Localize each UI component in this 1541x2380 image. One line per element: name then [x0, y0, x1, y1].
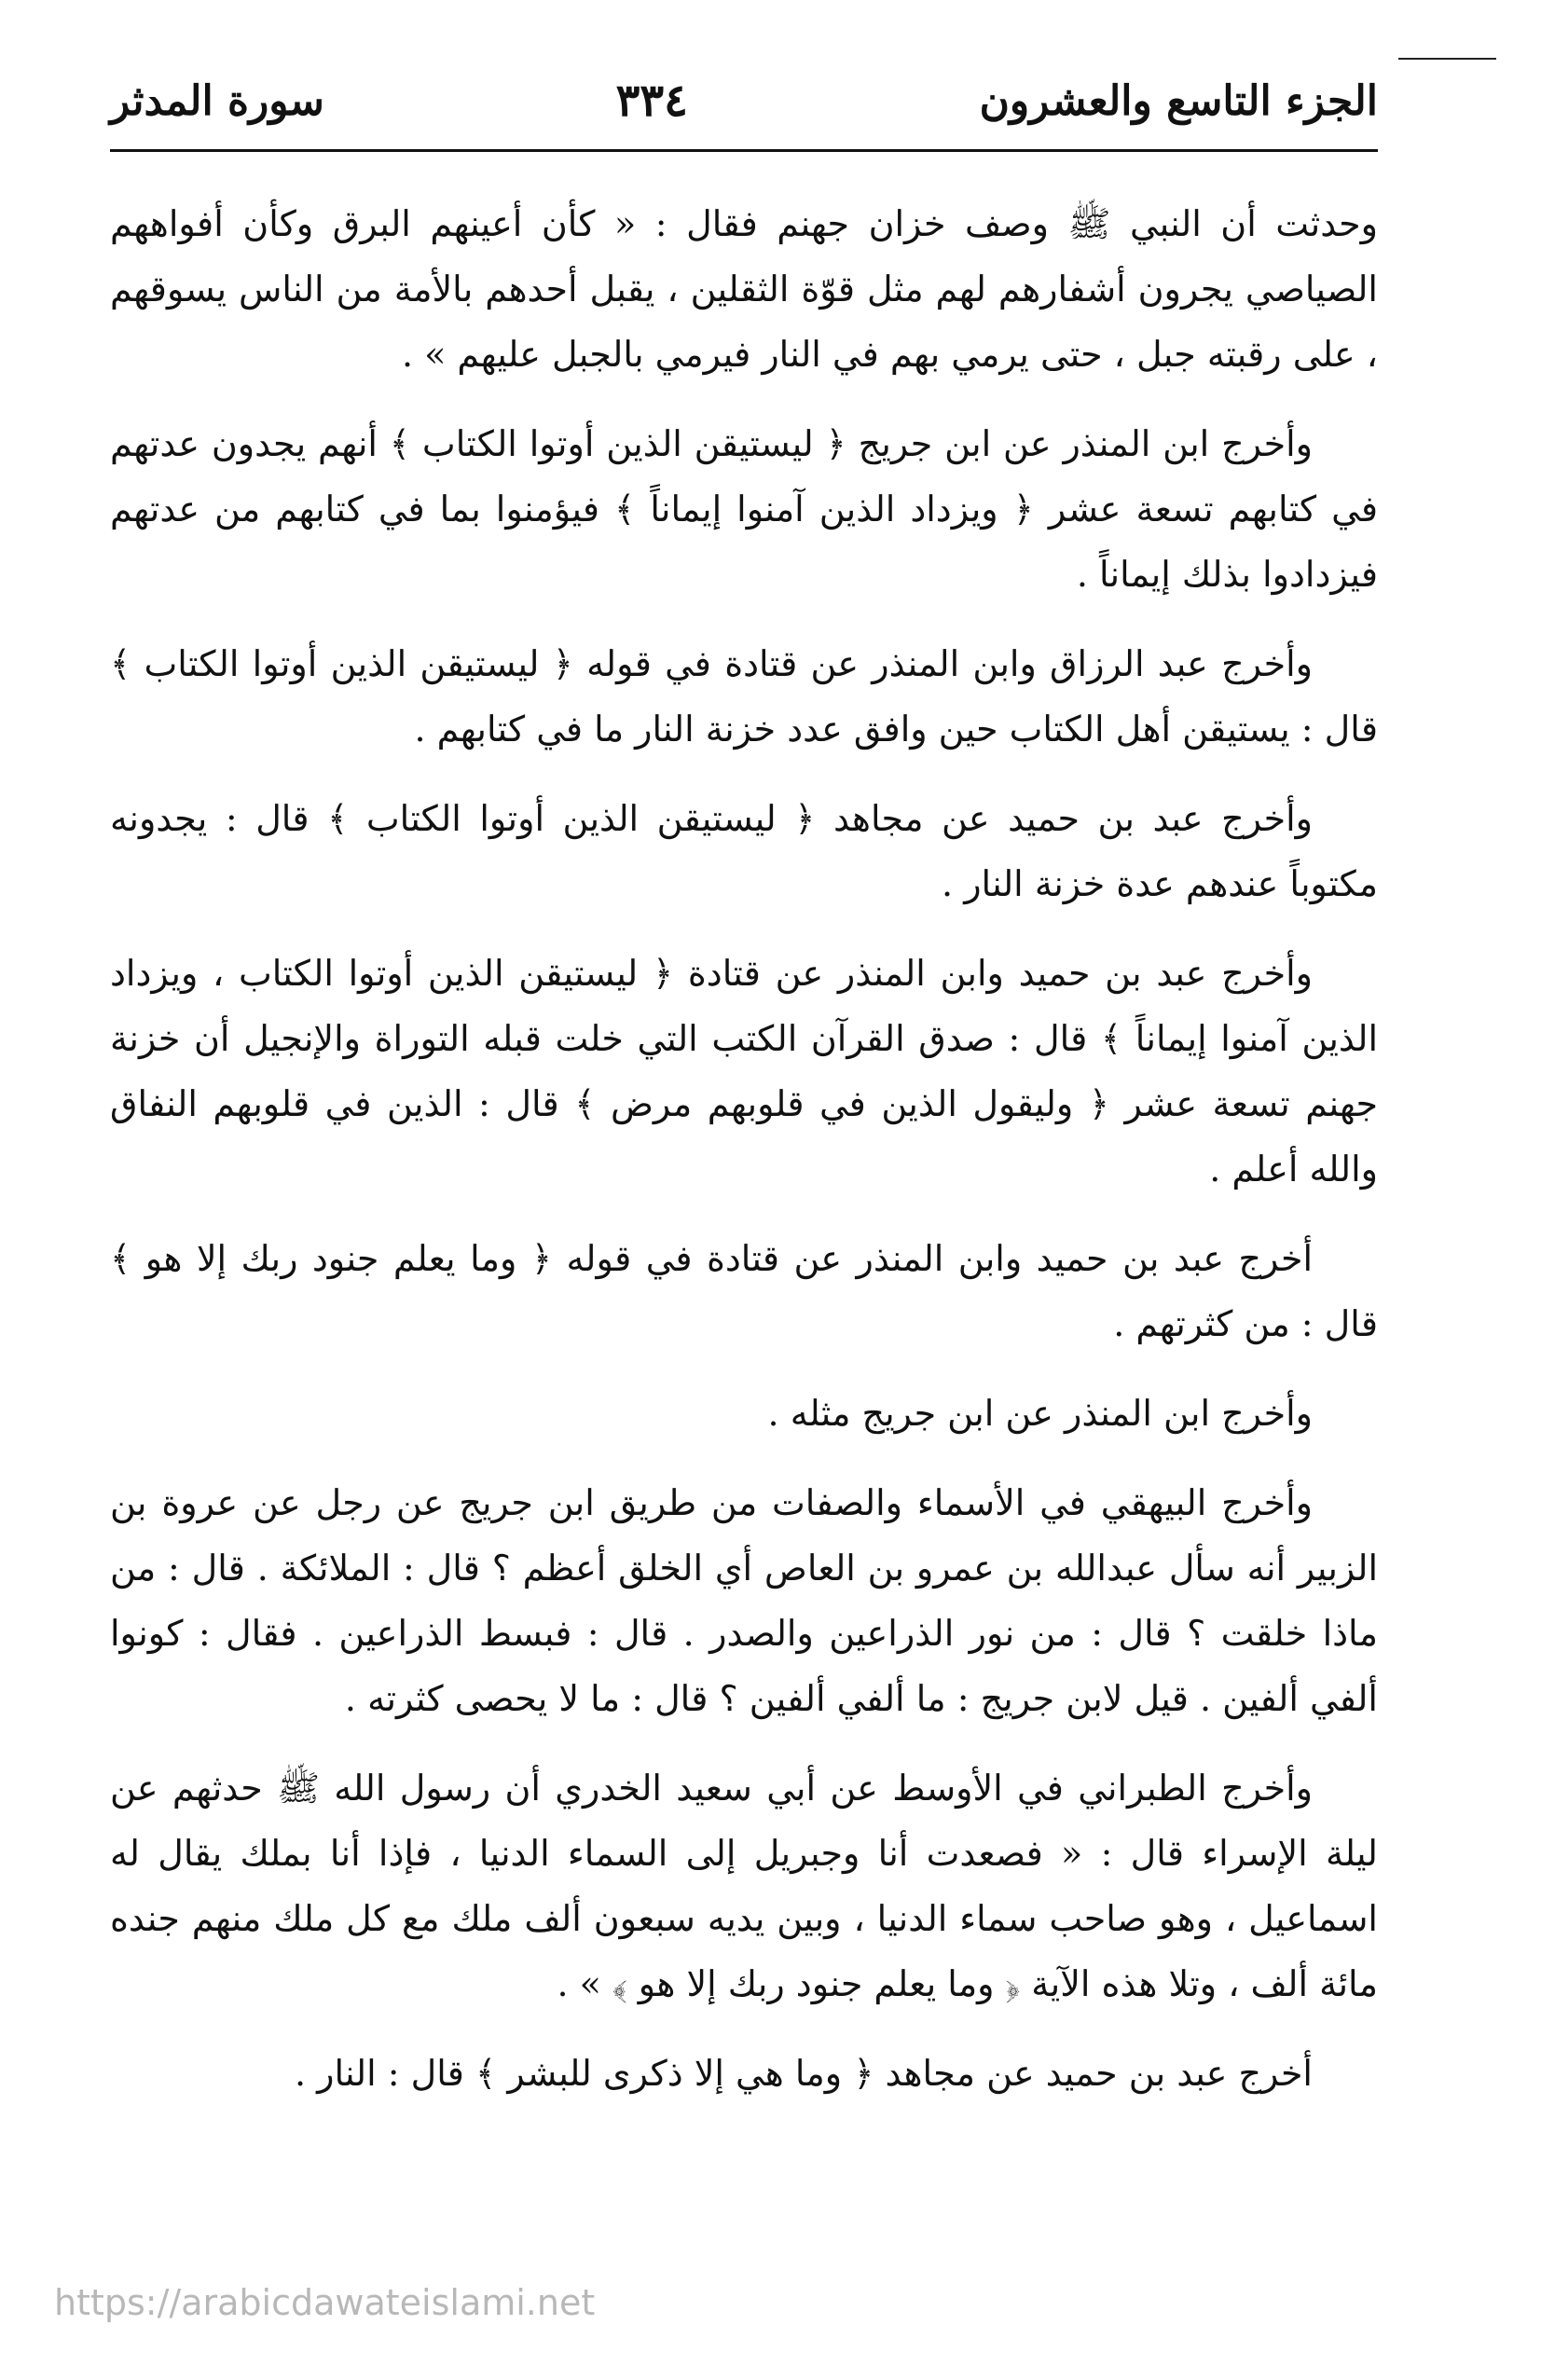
- volume-title: الجزء التاسع والعشرون: [979, 76, 1378, 125]
- paragraph-4: وأخرج عبد بن حميد عن مجاهد ﴿ ليستيقن الذين أوتوا الكتاب ﴾ قال : يجدونه مكتوباً عندهم عدة خزنة النار .: [110, 798, 1378, 904]
- header-rule: [110, 149, 1378, 152]
- paragraph-2: وأخرج ابن المنذر عن ابن جريج ﴿ ليستيقن الذين أوتوا الكتاب ﴾ أنهم يجدون عدتهم في كتابهم تسعة عشر ﴿ ويزداد الذين آمنوا إيماناً ﴾ فيؤمنوا بما في كتابهم من عدتهم فيزدادوا بذلك إيماناً .: [110, 423, 1378, 595]
- paragraph-3: وأخرج عبد الرزاق وابن المنذر عن قتادة في قوله ﴿ ليستيقن الذين أوتوا الكتاب ﴾ قال : يستيقن أهل الكتاب حين وافق عدد خزنة النار ما في كتابهم .: [110, 643, 1378, 750]
- paragraph-5: وأخرج عبد بن حميد وابن المنذر عن قتادة ﴿ ليستيقن الذين أوتوا الكتاب ، ويزداد الذين آمنوا إيماناً ﴾ قال : صدق القرآن الكتب التي خلت قبله التوراة والإنجيل أن خزنة جهنم تسعة عشر ﴿ وليقول الذين في قلوبهم مرض ﴾ قال : الذين في قلوبهم النفاق والله أعلم .: [110, 953, 1378, 1190]
- paragraph-1: وحدثت أن النبي ﷺ وصف خزان جهنم فقال : « كأن أعينهم البرق وكأن أفواههم الصياصي يجرون أشفارهم لهم مثل قوّة الثقلين ، يقبل أحدهم بالأمة من الناس يسوقهم ، على رقبته جبل ، حتى يرمي بهم في النار فيرمي بالجبل عليهم » .: [110, 203, 1378, 375]
- page-header: [110, 63, 1378, 138]
- paragraph-9: وأخرج الطبراني في الأوسط عن أبي سعيد الخدري أن رسول الله ﷺ حدثهم عن ليلة الإسراء قال : « فصعدت أنا وجبريل إلى السماء الدنيا ، فإذا أنا بملك يقال له اسماعيل ، وهو صاحب سماء الدنيا ، وبين يديه سبعون ألف ملك مع كل ملك منهم جنده مائة ألف ، وتلا هذه الآية ﴿ وما يعلم جنود ربك إلا هو ﴾ » .: [110, 1768, 1378, 2004]
- paragraph-8: وأخرج البيهقي في الأسماء والصفات من طريق ابن جريج عن رجل عن عروة بن الزبير أنه سأل عبدالله بن عمرو بن العاص أي الخلق أعظم ؟ قال : الملائكة . قال : من ماذا خلقت ؟ قال : من نور الذراعين والصدر . قال : فبسط الذراعين . فقال : كونوا ألفي ألفين . قيل لابن جريج : ما ألفي ألفين ؟ قال : ما لا يحصى كثرته .: [110, 1482, 1378, 1719]
- page-body: [110, 191, 1378, 2195]
- corner-decoration-line: [1398, 58, 1496, 60]
- paragraph-6: أخرج عبد بن حميد وابن المنذر عن قتادة في قوله ﴿ وما يعلم جنود ربك إلا هو ﴾ قال : من كثرتهم .: [110, 1238, 1378, 1344]
- paragraph-7: وأخرج ابن المنذر عن ابن جريج مثله .: [767, 1393, 1313, 1434]
- paragraph-10: أخرج عبد بن حميد عن مجاهد ﴿ وما هي إلا ذكرى للبشر ﴾ قال : النار .: [294, 2053, 1313, 2094]
- page-number: ٣٣٤: [615, 75, 688, 127]
- watermark-url: https://arabicdawateislami.net: [54, 2282, 596, 2323]
- surah-title: سورة المدثر: [110, 76, 324, 125]
